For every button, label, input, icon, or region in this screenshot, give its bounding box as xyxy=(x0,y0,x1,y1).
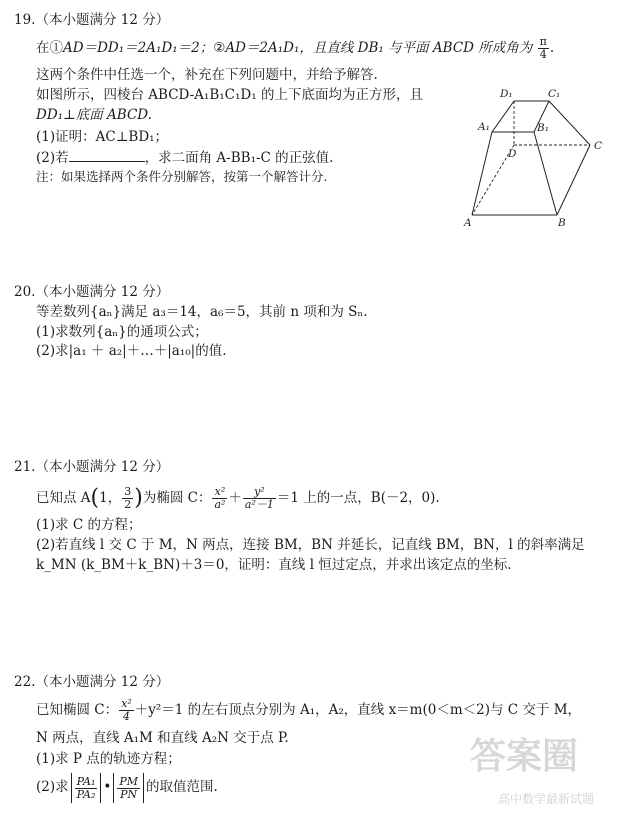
q19-cond-prefix: 在① xyxy=(36,40,63,56)
right-paren: ) xyxy=(134,485,143,511)
label-a1: A₁ xyxy=(478,121,490,133)
q21-point-a: 已知点 A xyxy=(36,490,91,506)
label-c: C xyxy=(594,140,603,152)
q19-note: 注：如果选择两个条件分别解答，按第一个解答计分. xyxy=(36,169,328,184)
frac-den: 2 xyxy=(124,498,132,511)
q22-line-2: N 两点，直线 A₁M 和直线 A₂N 交于点 P. xyxy=(36,730,289,746)
q22-part-1: (1)求 P 点的轨迹方程； xyxy=(36,751,181,767)
frustum-figure xyxy=(462,84,612,234)
q19-conditions xyxy=(36,36,554,61)
q20-line-1: 等差数列{aₙ}满足 a₃＝14，a₆＝5，其前 n 项和为 Sₙ. xyxy=(36,304,368,320)
q21-heading: 21.（本小题满分 12 分） xyxy=(14,459,170,475)
q22-heading: 22.（本小题满分 12 分） xyxy=(14,674,170,690)
q22-line-1-tail: ＋y²＝1 的左右顶点分别为 A₁，A₂，直线 x＝m(0＜m＜2)与 C 交于 M， xyxy=(134,702,582,718)
frac-num: π xyxy=(539,35,547,48)
frac-num: y² xyxy=(243,486,276,499)
frac-den: PN xyxy=(120,787,138,801)
frac-num: PM xyxy=(119,774,139,788)
edge-a1a xyxy=(472,132,492,215)
q19-cond2-prefix: ② xyxy=(213,40,226,56)
q19-line-3: 如图所示，四棱台 ABCD-A₁B₁C₁D₁ 的上下底面均为正方形，且 xyxy=(36,87,423,103)
frac-num: 3 xyxy=(124,485,132,498)
edge-bc xyxy=(557,145,590,215)
q22-ellipse-label: 已知椭圆 C： xyxy=(36,702,119,718)
frac-num: x² xyxy=(121,697,132,710)
edge-d1a1 xyxy=(492,101,514,132)
label-b1: B₁ xyxy=(537,122,549,134)
q21-ellipse-label: 为椭圆 C： xyxy=(142,490,212,506)
label-a: A xyxy=(464,217,472,229)
frac-den: 4 xyxy=(539,48,547,61)
q19-condition-1: AD＝DD₁＝2A₁D₁＝2； xyxy=(63,40,214,56)
q22-part-2-prefix: (2)求 xyxy=(36,779,69,795)
y2-over-a2m1 xyxy=(243,486,276,511)
q20-heading: 20.（本小题满分 12 分） xyxy=(14,284,170,300)
edge-b1b xyxy=(534,132,557,215)
frac-den: a² xyxy=(214,498,226,511)
frac-den: 4 xyxy=(122,710,130,723)
watermark-caption: 高中数学最新试题 xyxy=(498,792,595,806)
q21-part-2-cont: k_MN (k_BM＋k_BN)＋3＝0，证明：直线 l 恒过定点，并求出该定点的坐标. xyxy=(36,557,512,573)
q22-part-2 xyxy=(36,772,218,803)
frac-num: PA₁ xyxy=(76,774,96,788)
q19-part-2 xyxy=(36,149,333,167)
label-d1: D₁ xyxy=(500,88,513,100)
q21-line-1 xyxy=(36,484,440,513)
frac-den: a²－1 xyxy=(244,498,274,511)
q21-part-2: (2)若直线 l 交 C 于 M，N 两点，连接 BM，BN 并延长，记直线 BM，BN，l 的斜率满足 xyxy=(36,537,585,553)
pi-over-4 xyxy=(538,36,549,61)
q21-part-1: (1)求 C 的方程； xyxy=(36,517,142,533)
label-c1: C₁ xyxy=(548,88,561,100)
q19-part-1: (1)证明：AC⊥BD₁； xyxy=(36,129,169,145)
q22-line-1 xyxy=(36,696,581,724)
edge-c1c xyxy=(549,101,590,145)
frac-num: x² xyxy=(212,486,227,499)
q19-heading: 19.（本小题满分 12 分） xyxy=(14,12,170,28)
q19-part-2-text: ，求二面角 A-BB₁-C 的正弦值. xyxy=(144,150,334,166)
q22-part-2-tail: 的取值范围. xyxy=(146,779,218,795)
q19-period: . xyxy=(549,40,555,56)
answer-blank[interactable] xyxy=(69,149,145,162)
q19-part-2-prefix: (2)若 xyxy=(36,150,69,166)
q19-line-2: 这两个条件中任选一个，补充在下列问题中，并给予解答. xyxy=(36,67,378,83)
label-d: D xyxy=(508,148,517,160)
q19-line-4: DD₁⊥底面 ABCD. xyxy=(36,107,152,123)
x2-over-a2 xyxy=(212,486,227,511)
abs-pa1-over-pa2 xyxy=(71,773,102,803)
q20-part-1: (1)求数列{aₙ}的通项公式； xyxy=(36,324,208,340)
q20-part-2: (2)求|a₁ ＋ a₂|＋…＋|a₁₀|的值. xyxy=(36,343,227,359)
q19-condition-2: AD＝2A₁D₁，且直线 DB₁ 与平面 ABCD 所成角为 xyxy=(225,40,533,56)
label-b: B xyxy=(558,217,566,229)
watermark-logo: 答案圈 xyxy=(470,736,579,777)
q21-coord-x: 1， xyxy=(99,490,122,506)
abs-pm-over-pn xyxy=(113,773,144,803)
three-halves xyxy=(122,486,133,511)
plus-sign: ＋ xyxy=(228,490,242,506)
left-paren: ( xyxy=(90,485,100,511)
q21-line-1-tail: ＝1 上的一点，B(－2，0). xyxy=(276,490,440,506)
dot-sign: • xyxy=(103,779,112,795)
x2-over-4 xyxy=(119,698,134,723)
frac-den: PA₂ xyxy=(76,787,96,801)
